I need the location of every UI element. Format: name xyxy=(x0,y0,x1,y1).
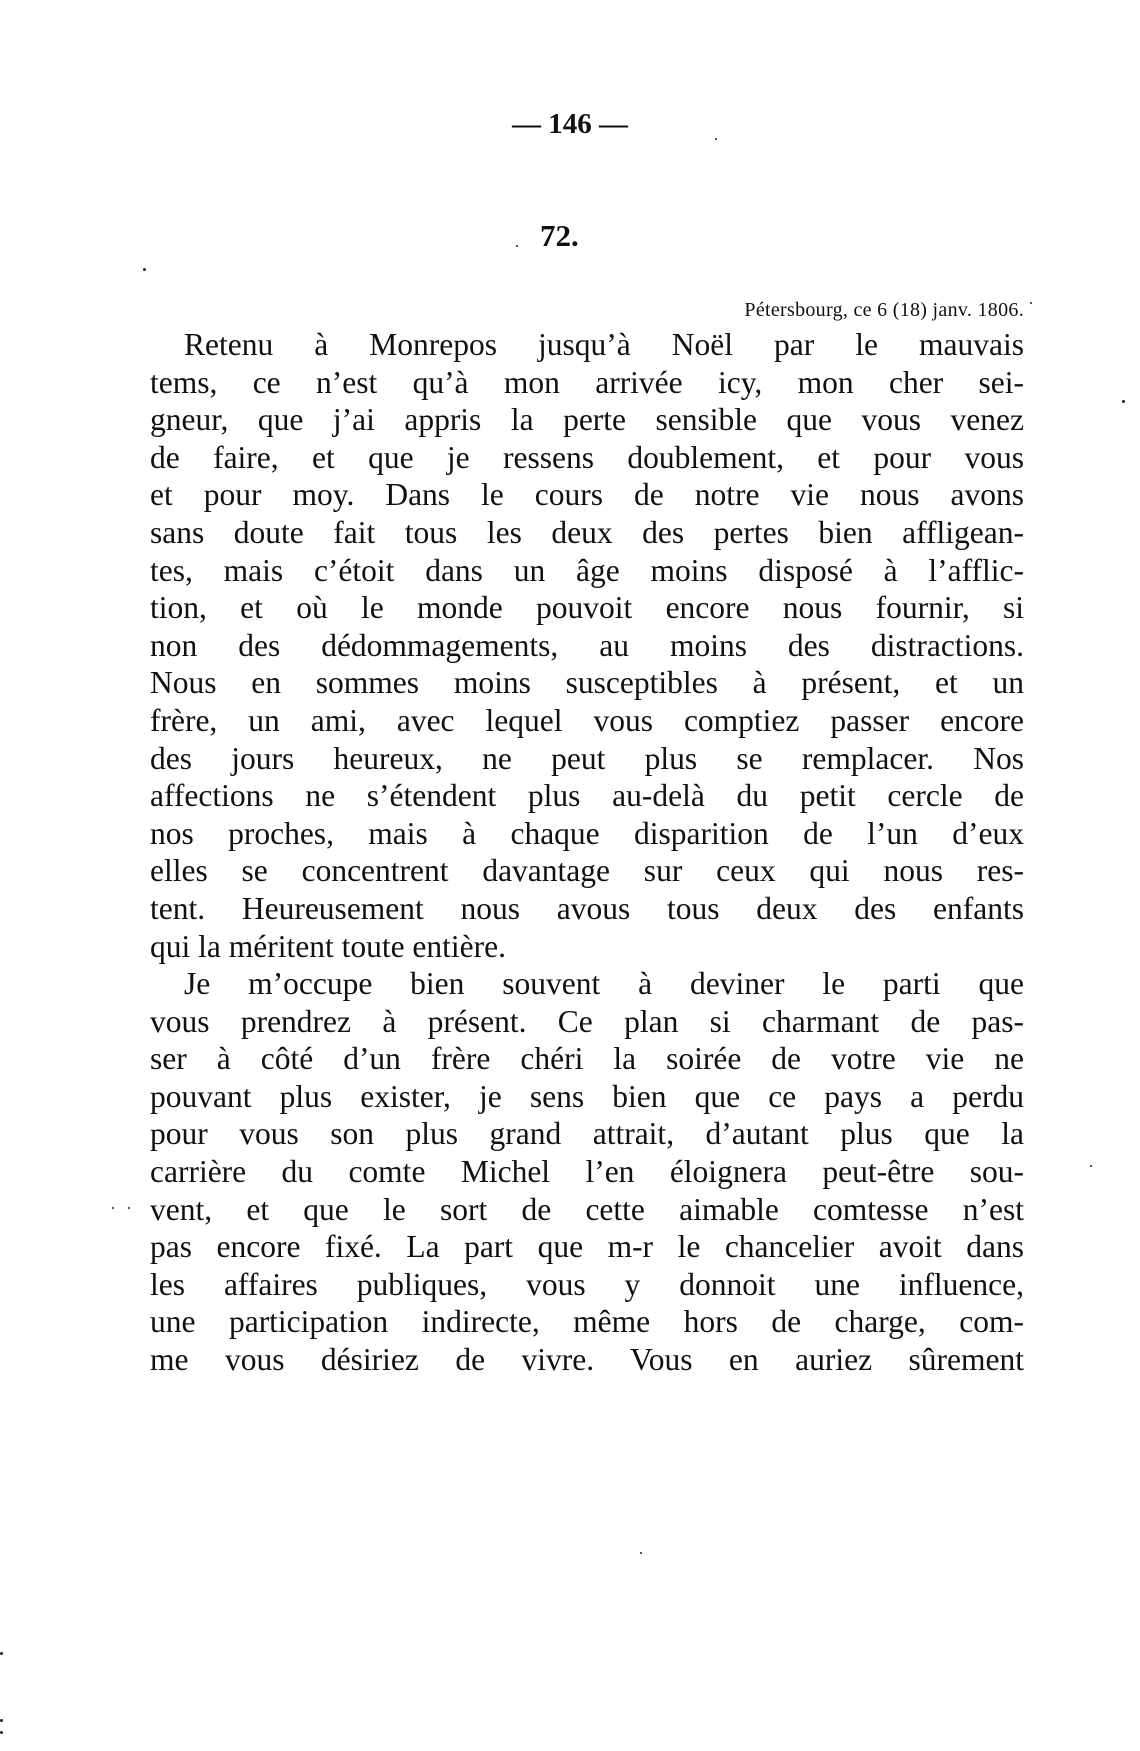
scan-speck xyxy=(0,1652,3,1655)
scan-speck xyxy=(516,245,518,247)
text-line: pour vous son plus grand attrait, d’autant plus que la xyxy=(150,1116,1024,1152)
text-line: non des dédommagements, au moins des distractions. xyxy=(150,627,1024,663)
text-line: qui la méritent toute entière. xyxy=(150,928,506,964)
text-line: elles se concentrent davantage sur ceux qui nous res- xyxy=(150,853,1024,889)
text-line: tent. Heureusement nous avous tous deux des enfants xyxy=(150,890,1024,926)
text-line: tems, ce n’est qu’à mon arrivée icy, mon cher sei- xyxy=(150,364,1024,400)
text-line: carrière du comte Michel l’en éloignera peut-être sou- xyxy=(150,1154,1024,1190)
scan-speck xyxy=(128,1207,130,1209)
letter-body xyxy=(150,326,1024,1379)
text-line: une participation indirecte, même hors de charge, com- xyxy=(150,1304,1024,1340)
text-line: vous prendrez à présent. Ce plan si charmant de pas- xyxy=(150,1003,1024,1039)
text-line: des jours heureux, ne peut plus se remplacer. Nos xyxy=(150,740,1024,776)
scan-speck xyxy=(640,1552,642,1554)
letter-number: 72. xyxy=(540,218,579,253)
text-line: Retenu à Monrepos jusqu’à Noël par le mauvais xyxy=(184,327,1024,362)
text-line: pas encore fixé. La part que m-r le chancelier avoit dans xyxy=(150,1229,1024,1265)
text-line: gneur, que j’ai appris la perte sensible que vous venez xyxy=(150,402,1024,438)
text-line: nos proches, mais à chaque disparition de l’un d’eux xyxy=(150,815,1024,851)
scan-speck xyxy=(1030,302,1032,304)
text-line: pouvant plus exister, je sens bien que ce pays a perdu xyxy=(150,1078,1024,1114)
text-line: vent, et que le sort de cette aimable comtesse n’est xyxy=(150,1191,1024,1227)
scan-speck xyxy=(1122,400,1125,403)
text-line: Je m’occupe bien souvent à deviner le parti que xyxy=(184,966,1024,1002)
text-line: de faire, et que je ressens doublement, et pour vous xyxy=(150,439,1024,475)
text-line: sans doute fait tous les deux des pertes bien affligean- xyxy=(150,514,1024,550)
text-line: tion, et où le monde pouvoit encore nous fournir, si xyxy=(150,590,1024,626)
text-line: Nous en sommes moins susceptibles à présent, et un xyxy=(150,665,1024,701)
dateline: Pétersbourg, ce 6 (18) janv. 1806. xyxy=(744,299,1024,321)
text-line: tes, mais c’étoit dans un âge moins disposé à l’afflic- xyxy=(150,552,1024,588)
page-number: — 146 — xyxy=(512,108,628,140)
text-line: frère, un ami, avec lequel vous comptiez passer encore xyxy=(150,702,1024,738)
scan-speck xyxy=(112,1207,114,1209)
text-line: me vous désiriez de vivre. Vous en auriez sûrement xyxy=(150,1342,1024,1378)
text-line: ser à côté d’un frère chéri la soirée de votre vie ne xyxy=(150,1041,1024,1077)
text-line: et pour moy. Dans le cours de notre vie nous avons xyxy=(150,477,1024,513)
scan-speck xyxy=(1090,1165,1092,1167)
text-line: les affaires publiques, vous y donnoit une influence, xyxy=(150,1266,1024,1302)
text-line: affections ne s’étendent plus au-delà du petit cercle de xyxy=(150,778,1024,814)
scan-speck xyxy=(715,138,717,140)
scan-speck xyxy=(143,268,146,271)
scan-speck xyxy=(0,1731,3,1734)
scan-speck xyxy=(0,1719,3,1722)
